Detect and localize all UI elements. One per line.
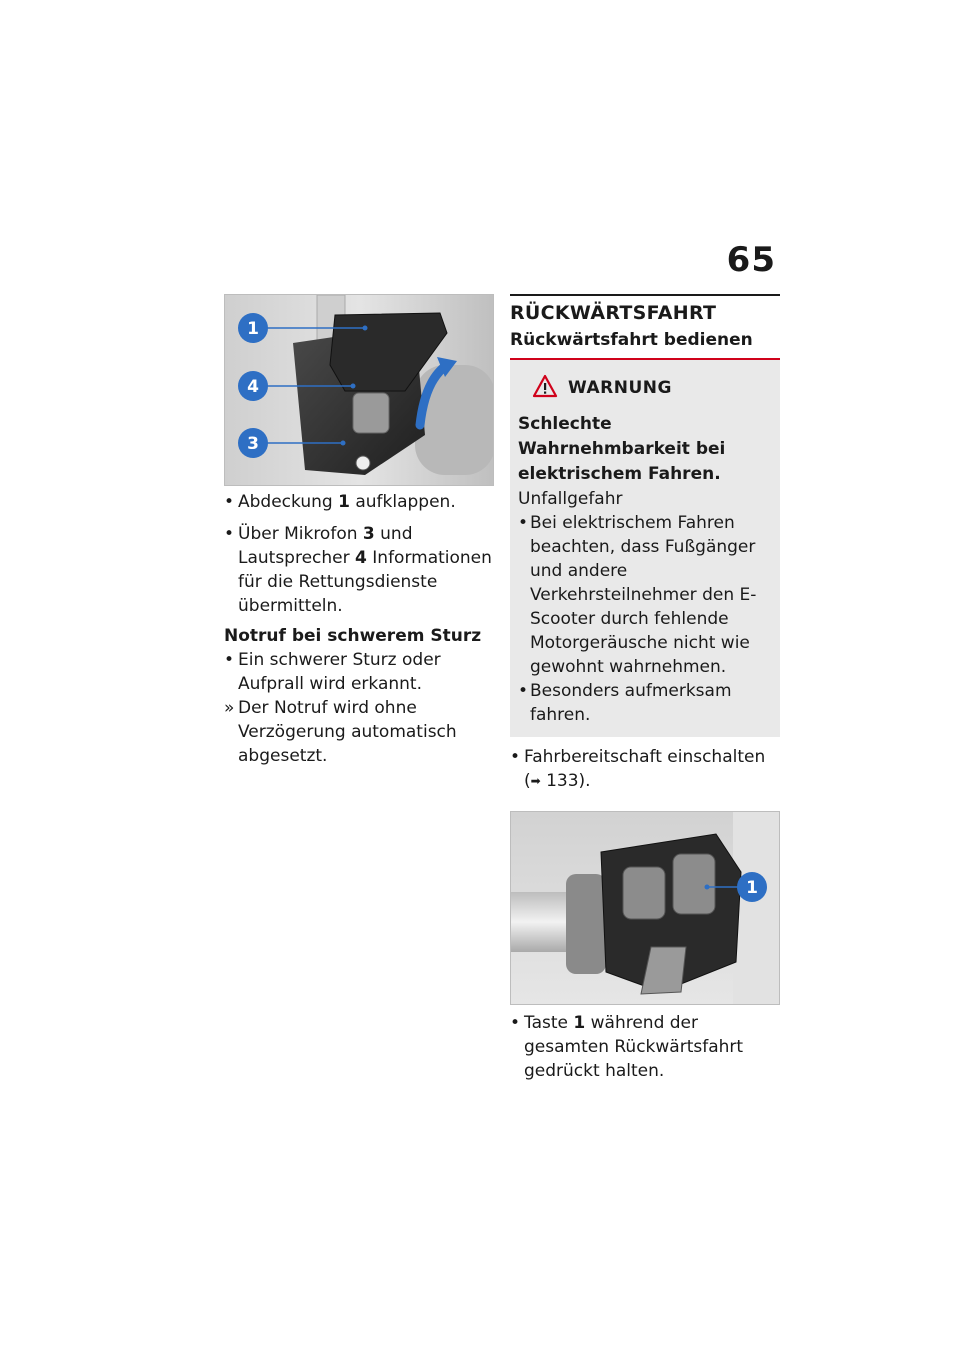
ref-number: 1 <box>573 1013 586 1033</box>
bullet: • <box>224 492 235 512</box>
bullet: • <box>510 747 521 767</box>
warning-box <box>510 360 780 737</box>
svg-text:1: 1 <box>746 878 758 898</box>
step-hold-button: • Taste 1 während der gesamten Rückwärtsfahrt gedrückt halten. <box>510 1013 744 1081</box>
reverse-steps <box>510 1011 780 1083</box>
list-item: • Bei elektrischem Fahren beachten, dass Fußgänger und andere Verkehrsteilnehmer den E-Scooter durch fehlende Motorgeräusche nicht wie gewohnt wahrnehmen. <box>518 513 757 677</box>
warning-label: WARNUNG <box>568 378 672 398</box>
step-transmit-info: • Über Mikrofon 3 und Lautsprecher 4 Informationen für die Rettungsdienste übermitteln. <box>224 524 492 616</box>
bullet: • <box>510 1013 521 1033</box>
bullet: • <box>224 524 235 544</box>
callout-4 <box>238 371 268 401</box>
ref-number: 4 <box>355 548 367 568</box>
result-mark: » <box>224 698 235 718</box>
svg-text:3: 3 <box>247 434 259 454</box>
subsection-title: Rückwärtsfahrt bedienen <box>510 330 753 350</box>
step-enable-ready: • Fahrbereitschaft einschalten (➡ 133). <box>510 747 766 791</box>
right-column <box>510 294 780 1083</box>
callout-3 <box>238 428 268 458</box>
reverse-button-figure <box>510 811 780 1005</box>
left-column <box>224 294 494 768</box>
sos-module-figure <box>224 294 494 486</box>
crash-steps <box>224 648 494 768</box>
crash-heading: Notruf bei schwerem Sturz <box>224 626 482 646</box>
ref-number: 1 <box>338 492 350 512</box>
bullet: • <box>224 650 235 670</box>
emergency-call-steps <box>224 490 494 618</box>
warning-subtitle: Unfallgefahr <box>518 489 623 509</box>
svg-text:4: 4 <box>247 377 259 397</box>
section-rule <box>510 294 780 296</box>
callout-1 <box>238 313 268 343</box>
callout-1 <box>737 872 767 902</box>
sos-module-illustration <box>225 295 494 486</box>
step-open-cover: • Abdeckung 1 aufklappen. <box>224 492 456 512</box>
warning-header <box>532 374 768 402</box>
page-reference[interactable]: 133). <box>540 771 591 791</box>
page-reference-arrow-icon[interactable]: ➡ <box>530 774 541 788</box>
svg-text:1: 1 <box>247 319 259 339</box>
warning-lead: Schlechte Wahrnehmbarkeit bei elektrischem Fahren. <box>518 414 726 484</box>
section-title: RÜCKWÄRTSFAHRT <box>510 302 717 324</box>
handlebar-switch-illustration <box>511 812 780 1005</box>
list-item: • Besonders aufmerksam fahren. <box>518 681 732 725</box>
warning-items <box>518 511 768 727</box>
reverse-prep-steps <box>510 745 780 793</box>
ref-number: 3 <box>362 524 375 544</box>
page-number: 65 <box>726 240 776 280</box>
list-item: • Ein schwerer Sturz oder Aufprall wird erkannt. <box>224 650 441 694</box>
warning-triangle-icon <box>532 374 558 402</box>
list-item: » Der Notruf wird ohne Verzögerung automatisch abgesetzt. <box>224 698 457 766</box>
